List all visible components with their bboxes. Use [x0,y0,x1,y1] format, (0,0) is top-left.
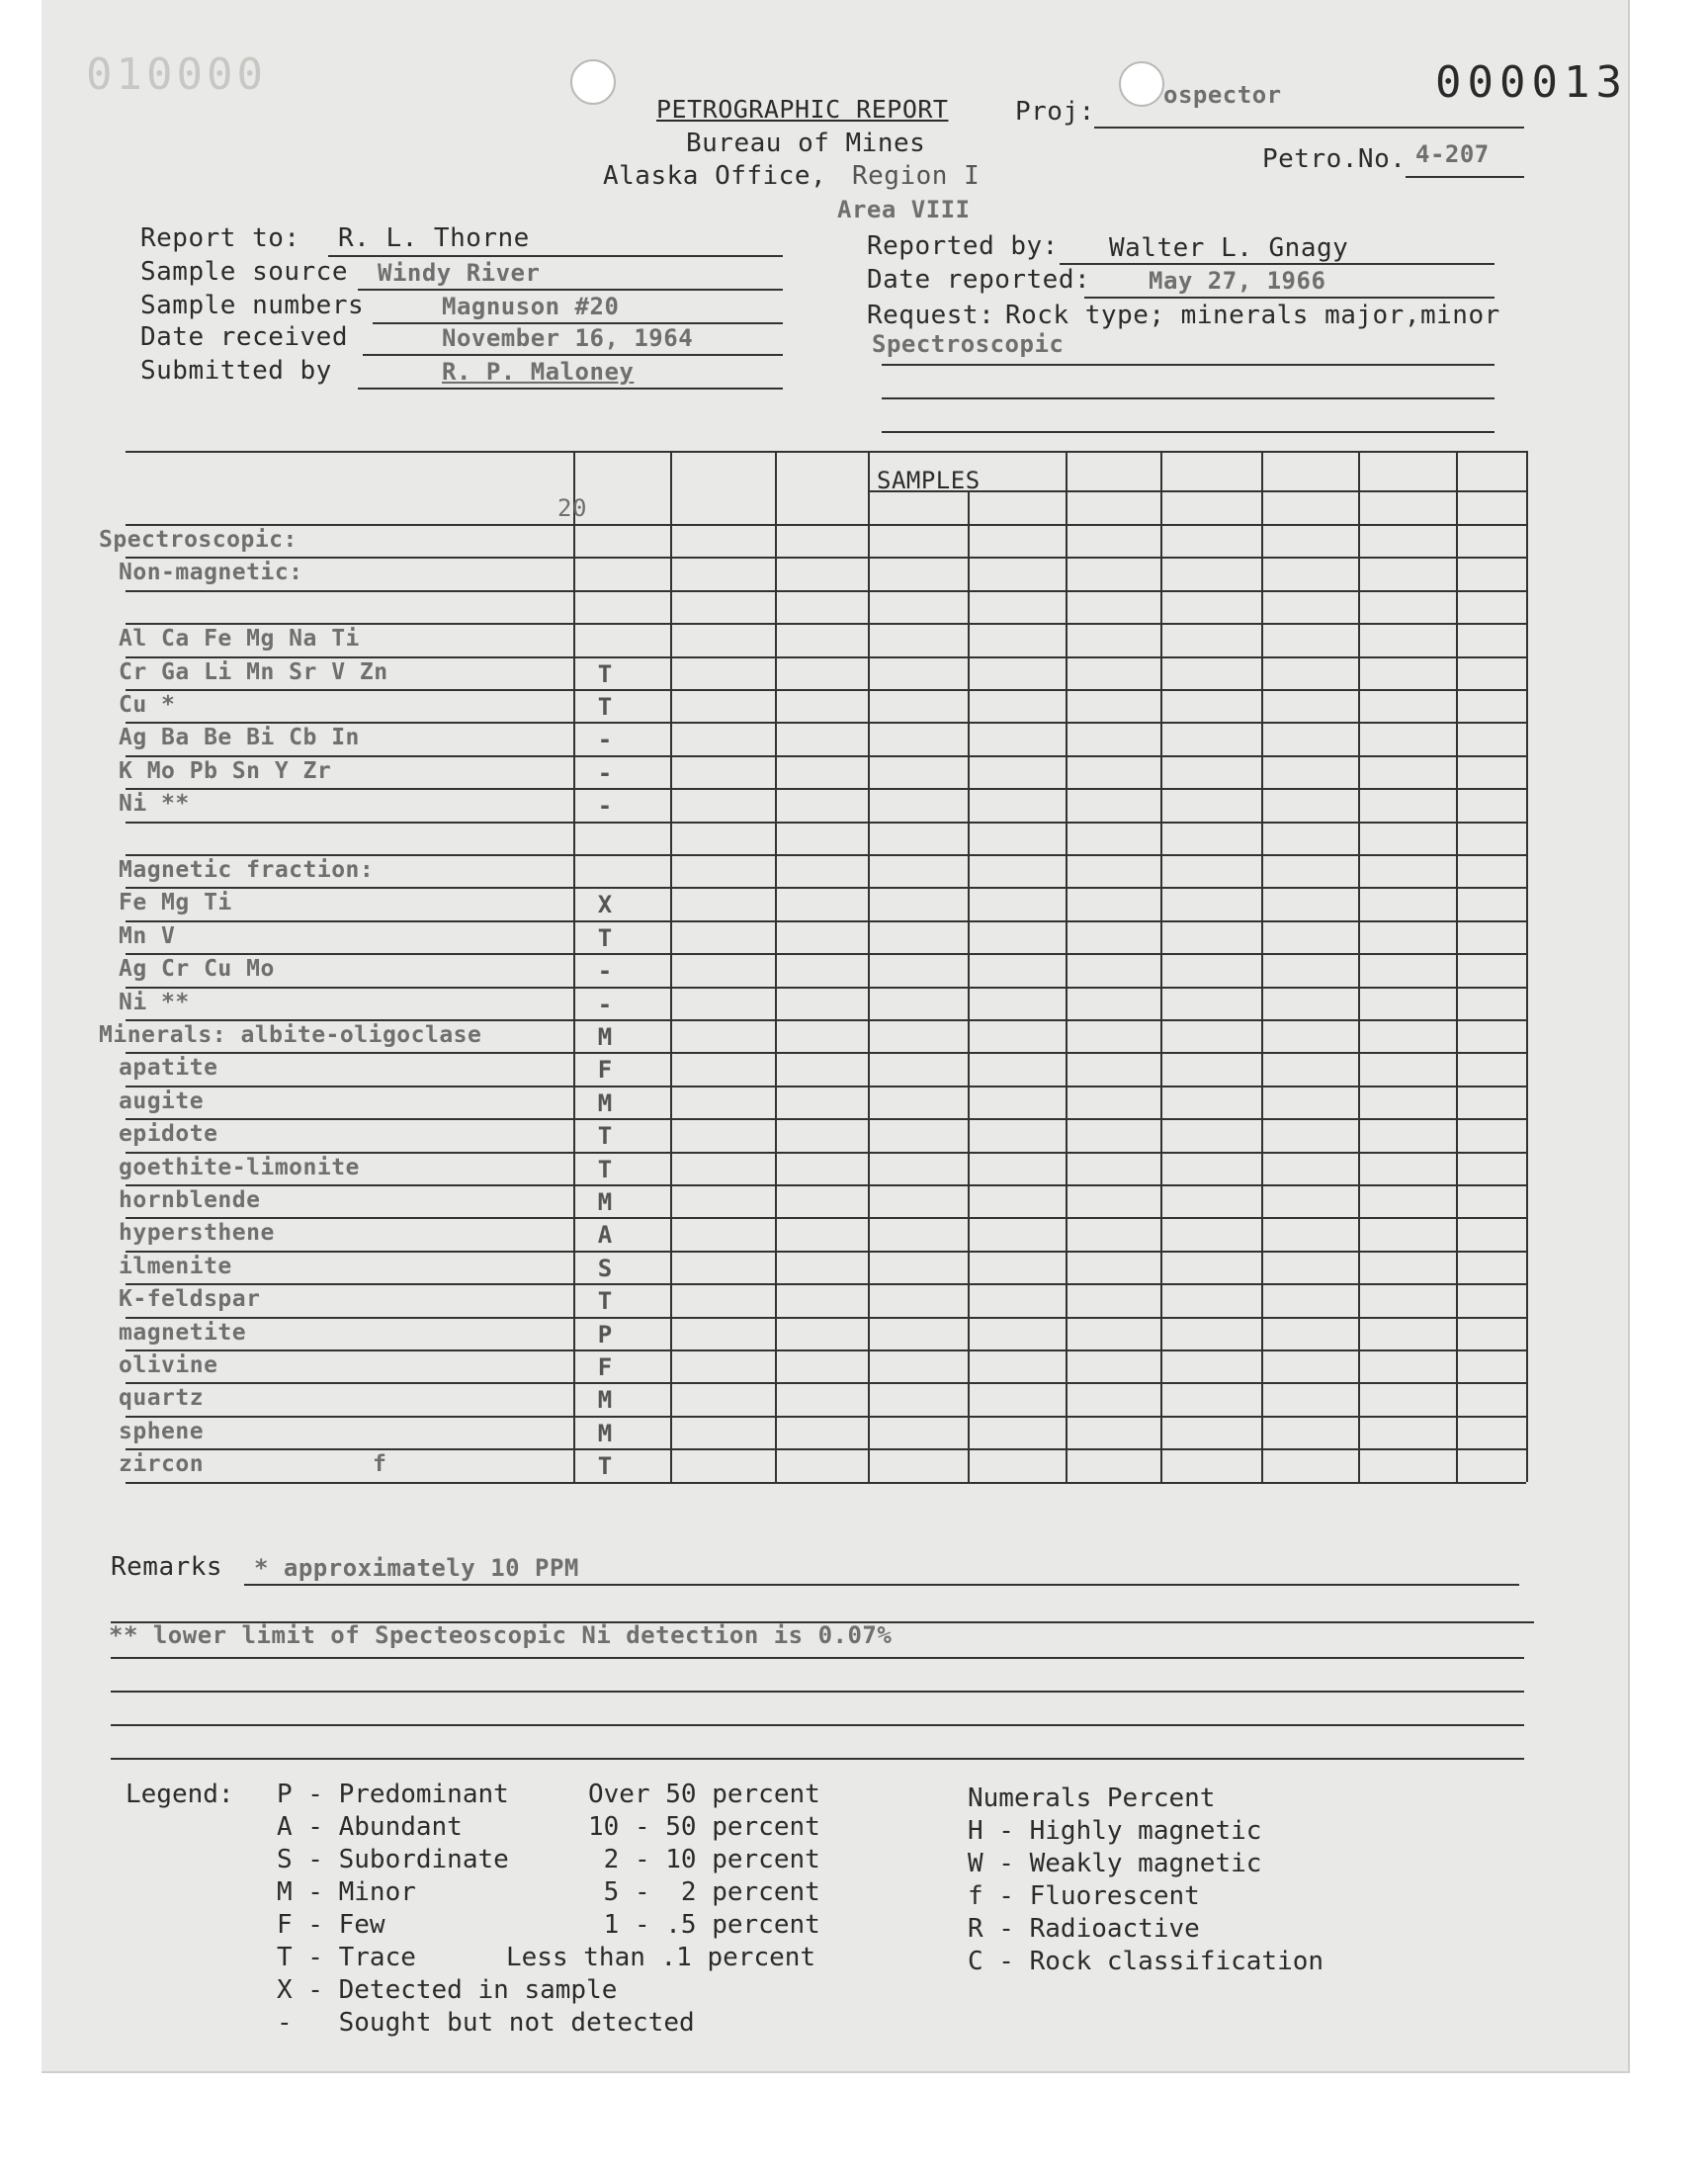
legend-right-item: R - Radioactive [968,1914,1200,1944]
date-received-value: November 16, 1964 [442,324,694,352]
request-label: Request: [867,301,995,330]
row-rule [126,1217,1526,1219]
table-top-rule [126,451,1526,453]
legend-code: S - Subordinate [277,1845,509,1874]
report-to-value: R. L. Thorne [338,223,530,253]
report-sheet [42,0,1630,2073]
row-label: Al Ca Fe Mg Na Ti [119,626,360,652]
row-rule [126,590,1526,592]
sample-cell-value: M [597,1088,613,1117]
legend-label: Legend: [126,1780,234,1809]
remarks-line-2: ** lower limit of Specteoscopic Ni detection is 0.07% [109,1621,893,1649]
sample-numbers-value: Magnuson #20 [442,293,620,320]
row-label: Mn V [119,922,176,949]
sample-cell-value: M [597,1188,613,1216]
remarks-line-1: * approximately 10 PPM [254,1554,579,1582]
row-rule [126,1118,1526,1120]
row-label: Ag Cr Cu Mo [119,956,275,983]
row-label: zircon [119,1451,205,1478]
sample-cell-value: T [597,693,613,721]
submitted-by-value: R. P. Maloney [442,358,635,386]
column-rule [775,451,777,1482]
legend-code: - Sought but not detected [277,2008,695,2038]
row-label: goethite-limonite [119,1154,360,1180]
samples-table [42,0,1628,1542]
row-rule [126,920,1526,922]
row-label: Fe Mg Ti [119,890,232,916]
row-rule [126,788,1526,790]
sample-cell-value: M [597,1386,613,1415]
legend-right-item: C - Rock classification [968,1947,1324,1976]
sample-cell-value: M [597,1419,613,1447]
row-rule [126,1283,1526,1285]
row-label: Magnetic fraction: [119,857,375,883]
date-reported-value: May 27, 1966 [1149,267,1326,295]
office-prefix: Alaska Office, [603,161,827,191]
legend-range: Less than .1 percent [506,1943,816,1972]
row-rule [126,1251,1526,1253]
area-stamp: Area VIII [837,196,971,223]
sample-cell-value: T [597,659,613,688]
sample-cell-value: T [597,1452,613,1481]
sample-cell-value: S [597,1254,613,1282]
legend-right-item: f - Fluorescent [968,1881,1200,1911]
legend-range: 2 - 10 percent [588,1845,820,1874]
row-rule [126,1482,1526,1484]
column-rule [1066,451,1068,1482]
legend-range: 5 - 2 percent [588,1877,820,1907]
sample-source-label: Sample source [140,257,348,287]
row-label: hypersthene [119,1220,275,1247]
row-rule [126,987,1526,989]
row-rule [126,1086,1526,1088]
column-rule [868,451,870,1482]
sample-number-header: 20 [557,494,587,522]
proj-label: Proj: [1015,97,1095,127]
row-rule [126,854,1526,856]
sample-cell-value: - [597,990,613,1018]
column-rule [670,451,672,1482]
proj-value: ospector [1163,81,1282,109]
date-received-label: Date received [140,322,348,352]
reported-by-label: Reported by: [867,231,1059,261]
row-label: magnetite [119,1319,247,1346]
row-rule [126,623,1526,625]
column-rule [1526,451,1528,1482]
legend-code: A - Abundant [277,1812,463,1842]
row-rule [126,822,1526,824]
legend-code: X - Detected in sample [277,1975,618,2005]
sample-cell-value: T [597,923,613,952]
row-label: Ni ** [119,791,190,818]
legend-range: 10 - 50 percent [588,1812,820,1842]
sample-source-value: Windy River [378,259,541,287]
sample-cell-value: - [597,726,613,754]
sample-cell-value: - [597,792,613,821]
row-label: K Mo Pb Sn Y Zr [119,757,332,784]
legend-code: T - Trace [277,1943,416,1972]
row-rule [126,1416,1526,1418]
row-label: Minerals: albite-oligoclase [99,1022,482,1048]
legend-right-item: Numerals Percent [968,1784,1216,1813]
legend-range: Over 50 percent [588,1780,820,1809]
column-rule [1456,451,1458,1482]
request-extra: Spectroscopic [872,330,1065,358]
row-label: Ag Ba Be Bi Cb In [119,725,360,751]
row-suffix: f [373,1451,387,1478]
row-label: olivine [119,1352,218,1378]
legend-code: M - Minor [277,1877,416,1907]
sample-cell-value: X [597,891,613,919]
sample-cell-value: - [597,957,613,986]
petro-label: Petro.No. [1262,144,1407,174]
report-to-label: Report to: [140,223,300,253]
legend-code: F - Few [277,1910,385,1940]
row-rule [126,1052,1526,1054]
stamp-number-left: 010000 [86,49,267,100]
region-text: Region I [852,161,981,191]
sample-cell-value: T [597,1122,613,1151]
samples-header: SAMPLES [877,467,981,494]
petro-value: 4-207 [1415,140,1490,168]
row-rule [126,953,1526,955]
row-rule [126,1448,1526,1450]
remarks-label: Remarks [111,1552,223,1582]
row-label: hornblende [119,1187,261,1213]
row-rule [126,755,1526,757]
column-rule [1358,451,1360,1482]
row-label: augite [119,1088,205,1114]
row-label: quartz [119,1385,205,1412]
sample-cell-value: F [597,1353,613,1381]
row-rule [126,1349,1526,1351]
row-rule [126,689,1526,691]
request-value: Rock type; minerals major,minor [1005,301,1500,330]
row-label: sphene [119,1418,205,1444]
legend-right-item: H - Highly magnetic [968,1816,1262,1846]
sample-numbers-label: Sample numbers [140,291,365,320]
row-rule [126,1382,1526,1384]
sample-cell-value: T [597,1155,613,1183]
sample-cell-value: F [597,1056,613,1085]
row-label: apatite [119,1055,218,1082]
stamp-number-right: 000013 [1435,57,1628,108]
sample-cell-value: M [597,1023,613,1051]
row-label: K-feldspar [119,1286,261,1313]
sample-cell-value: - [597,758,613,787]
row-rule [126,557,1526,559]
sample-cell-value: T [597,1287,613,1316]
bureau-name: Bureau of Mines [686,129,926,158]
report-title: PETROGRAPHIC REPORT [656,95,949,124]
row-label: Non-magnetic: [119,560,303,586]
row-rule [126,1019,1526,1021]
row-rule [126,1152,1526,1154]
sample-cell-value: P [597,1320,613,1348]
row-label: Spectroscopic: [99,527,298,553]
legend-range: 1 - .5 percent [588,1910,820,1940]
row-rule [126,1317,1526,1319]
row-label: epidote [119,1121,218,1148]
row-rule [126,1184,1526,1186]
header-bottom-rule [126,524,1526,526]
row-rule [126,656,1526,658]
row-rule [126,722,1526,724]
row-label: Cr Ga Li Mn Sr V Zn [119,658,388,685]
row-label: Ni ** [119,989,190,1015]
row-rule [126,887,1526,889]
sample-cell-value: A [597,1221,613,1250]
reported-by-value: Walter L. Gnagy [1109,233,1349,263]
row-label: ilmenite [119,1253,232,1279]
legend-code: P - Predominant [277,1780,509,1809]
row-label: Cu * [119,692,176,718]
column-rule [1261,451,1263,1482]
date-reported-label: Date reported: [867,265,1091,295]
column-rule [1160,451,1162,1482]
submitted-by-label: Submitted by [140,356,332,386]
legend-right-item: W - Weakly magnetic [968,1849,1262,1878]
